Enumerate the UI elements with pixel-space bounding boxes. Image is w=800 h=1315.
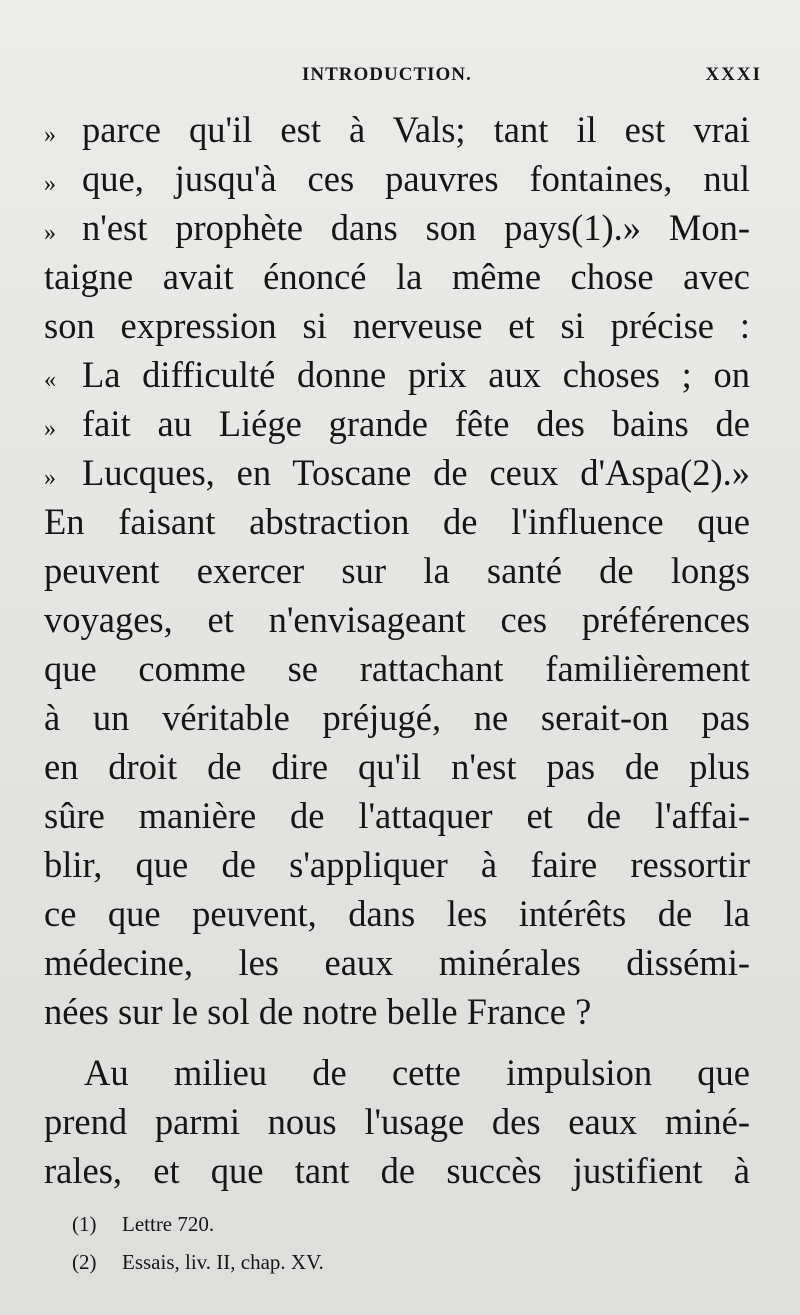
text-line	[44, 546, 750, 595]
line-text: parce qu'il est à Vals; tant il est vrai	[82, 109, 750, 150]
line-text: peuvent exercer sur la santé de longs	[44, 550, 750, 591]
line-text: n'est prophète dans son pays(1).» Mon-	[82, 207, 750, 248]
line-text: que, jusqu'à ces pauvres fontaines, nul	[82, 158, 750, 199]
guillemet: »	[44, 220, 56, 246]
text-line	[44, 840, 750, 889]
line-text: La difficulté donne prix aux choses ; on	[82, 354, 750, 395]
text-line	[44, 1146, 750, 1195]
line-text: Au milieu de cette impulsion que	[84, 1052, 750, 1093]
text-line	[44, 399, 750, 448]
text-line	[44, 350, 750, 399]
text-line	[44, 1097, 750, 1146]
guillemet: »	[44, 465, 56, 491]
text-line	[44, 154, 750, 203]
body-text	[44, 105, 750, 1195]
text-line	[44, 742, 750, 791]
text-line	[44, 938, 750, 987]
line-text: rales, et que tant de succès justifient à	[44, 1150, 750, 1191]
guillemet: »	[44, 122, 56, 148]
line-text: taigne avait énoncé la même chose avec	[44, 256, 750, 297]
footnote-mark: (2)	[72, 1250, 97, 1274]
text-line	[44, 889, 750, 938]
paragraph-start-line	[44, 1048, 750, 1097]
text-line	[44, 105, 750, 154]
line-text: voyages, et n'envisageant ces préférences	[44, 599, 750, 640]
footnotes	[72, 1205, 712, 1281]
line-text: sûre manière de l'attaquer et de l'affai-	[44, 795, 750, 836]
page-header	[44, 64, 762, 94]
line-text: à un véritable préjugé, ne serait-on pas	[44, 697, 750, 738]
page-number: XXXI	[705, 64, 762, 85]
text-line	[44, 791, 750, 840]
line-text: fait au Liége grande fête des bains de	[82, 403, 750, 444]
footnote-text: Essais, liv. II, chap. XV.	[122, 1250, 324, 1274]
text-line	[44, 252, 750, 301]
text-line	[44, 203, 750, 252]
footnote-text: Lettre 720.	[122, 1212, 215, 1236]
guillemet: «	[44, 367, 56, 393]
line-text: médecine, les eaux minérales dissémi-	[44, 942, 750, 983]
line-text: nées sur le sol de notre belle France ?	[44, 991, 592, 1032]
text-line	[44, 448, 750, 497]
text-line	[44, 644, 750, 693]
footnote	[72, 1243, 712, 1281]
running-title: INTRODUCTION.	[302, 64, 472, 85]
line-text: En faisant abstraction de l'influence que	[44, 501, 750, 542]
line-text: son expression si nerveuse et si précise :	[44, 305, 750, 346]
text-line	[44, 595, 750, 644]
line-text: que comme se rattachant familièrement	[44, 648, 750, 689]
guillemet: »	[44, 171, 56, 197]
text-line	[44, 497, 750, 546]
line-text: Lucques, en Toscane de ceux d'Aspa(2).»	[82, 452, 750, 493]
footnote-mark: (1)	[72, 1212, 97, 1236]
guillemet: »	[44, 416, 56, 442]
line-text: prend parmi nous l'usage des eaux miné-	[44, 1101, 750, 1142]
line-text: ce que peuvent, dans les intérêts de la	[44, 893, 750, 934]
text-line	[44, 987, 750, 1036]
line-text: blir, que de s'appliquer à faire ressortir	[44, 844, 750, 885]
text-line	[44, 693, 750, 742]
footnote	[72, 1205, 712, 1243]
line-text: en droit de dire qu'il n'est pas de plus	[44, 746, 750, 787]
text-line	[44, 301, 750, 350]
